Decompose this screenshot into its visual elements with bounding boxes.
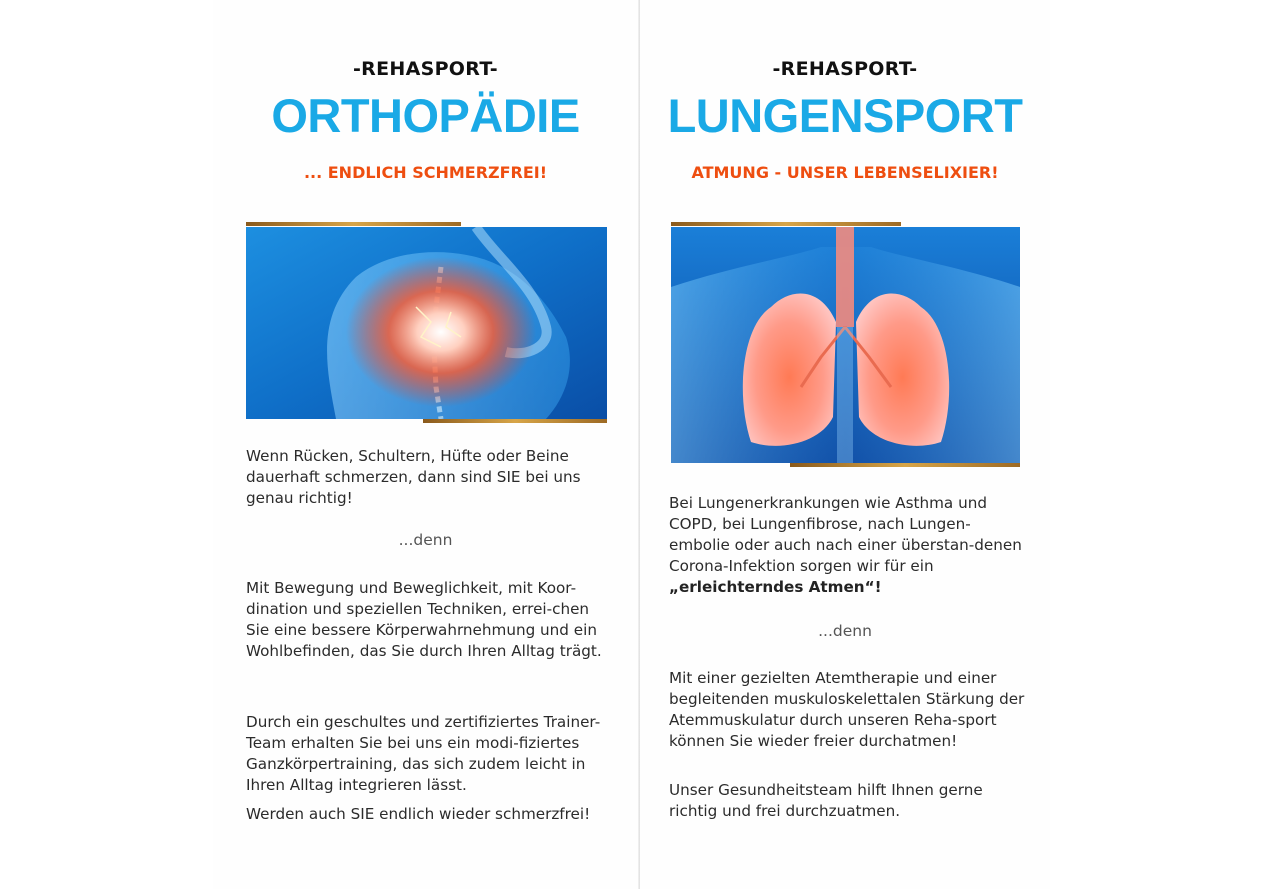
gold-bar-bottom [423,419,607,423]
left-paragraph-2: Durch ein geschultes und zertifiziertes Trainer-Team erhalten Sie bei uns ein modi-fiziertes Ganzkörpertraining, das sich zudem leicht in Ihren Alltag integrieren lässt. [246,713,601,794]
left-intro: Wenn Rücken, Schultern, Hüfte oder Beine dauerhaft schmerzen, dann sind SIE bei uns genau richtig! [246,447,581,507]
orthopaedie-panel [213,0,638,889]
right-intro-emphasis: „erleichterndes Atmen“! [669,578,882,596]
right-intro [669,493,1024,598]
lungs-illustration [671,227,1020,463]
gold-bar-top [246,222,461,226]
right-paragraph-1: Mit einer gezielten Atemtherapie und einer begleitenden muskuloskelettalen Stärkung der Atemmuskulatur durch unseren Reha-sport können Sie wieder freier durchatmen! [669,669,1025,750]
right-title: LUNGENSPORT [667,89,1023,142]
right-paragraph-2: Unser Gesundheitsteam hilft Ihnen gerne richtig und frei durchzuatmen. [669,781,983,820]
gold-bar-top [671,222,901,226]
left-paragraph-1: Mit Bewegung und Beweglichkeit, mit Koor-dination und speziellen Techniken, errei-chen Sie eine bessere Körperwahrnehmung und ein Wohlbefinden, das Sie durch Ihren Alltag trägt. [246,579,602,660]
lungensport-panel [640,0,1050,889]
right-denn: ...denn [818,622,872,640]
back-pain-illustration [246,227,607,419]
left-title: ORTHOPÄDIE [271,89,580,142]
left-denn: ...denn [398,531,453,549]
right-kicker: -REHASPORT- [772,58,918,80]
right-tagline: ATMUNG - UNSER LEBENSELIXIER! [691,163,999,182]
gold-bar-bottom [790,463,1020,467]
left-tagline: ... ENDLICH SCHMERZFREI! [303,163,548,182]
left-kicker: -REHASPORT- [353,58,498,80]
right-intro-text: Bei Lungenerkrankungen wie Asthma und COPD, bei Lungenfibrose, nach Lungen-embolie oder auch nach einer überstan-denen Corona-Infektion sorgen wir für ein [669,494,1022,575]
left-paragraph-3: Werden auch SIE endlich wieder schmerzfrei! [246,805,591,823]
